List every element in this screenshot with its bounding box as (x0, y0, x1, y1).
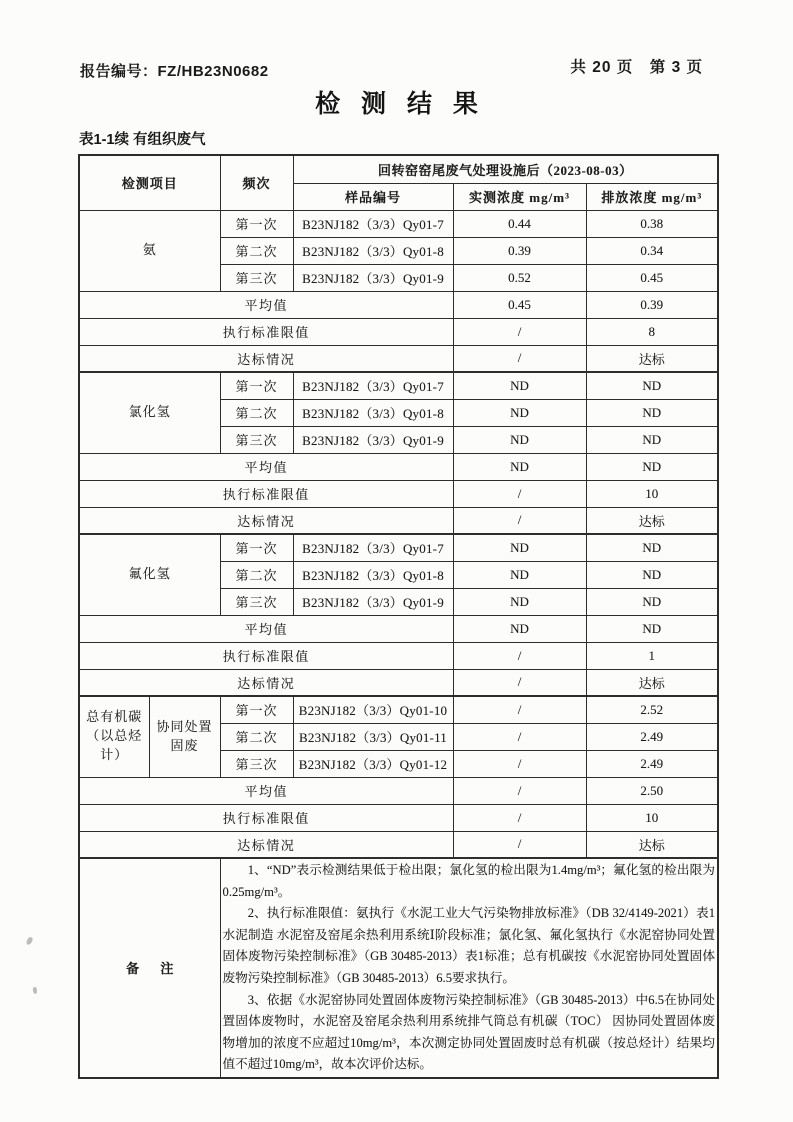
average-label: 平均值 (79, 615, 453, 642)
emission-value: 2.49 (586, 750, 718, 777)
table-caption: 表1-1续 有组织废气 (79, 132, 206, 148)
run-frequency: 第三次 (220, 750, 293, 777)
limit-label: 执行标准限值 (79, 804, 453, 831)
results-table (78, 154, 719, 1079)
compliance-measured: / (453, 669, 586, 696)
average-emission: 0.39 (586, 291, 718, 318)
compliance-row (79, 669, 718, 696)
sample-id: B23NJ182（3/3）Qy01-10 (293, 696, 453, 723)
average-row (79, 615, 718, 642)
compliance-label: 达标情况 (79, 831, 453, 858)
compliance-label: 达标情况 (79, 507, 453, 534)
parameter-name: 氟化氢 (79, 534, 220, 615)
run-frequency: 第三次 (220, 588, 293, 615)
compliance-row (79, 831, 718, 858)
average-measured: ND (453, 615, 586, 642)
average-row (79, 453, 718, 480)
note-line: 1、“ND”表示检测结果低于检出限；氯化氢的检出限为1.4mg/m³；氟化氢的检出限为0.25mg/m³。 (222, 863, 716, 899)
compliance-measured: / (453, 345, 586, 372)
table-row (79, 534, 718, 561)
emission-value: 0.45 (586, 264, 718, 291)
limit-emission: 8 (586, 318, 718, 345)
average-measured: 0.45 (453, 291, 586, 318)
compliance-emission: 达标 (586, 507, 718, 534)
measured-value: / (453, 723, 586, 750)
sample-id: B23NJ182（3/3）Qy01-11 (293, 723, 453, 750)
note-line: 3、依据《水泥窑协同处置固体废物污染控制标准》（GB 30485-2013）中6.5在协同处置固体废物时，水泥窑及窑尾余热利用系统排气筒总有机碳（TOC） 因协同处置固体废物增加的浓度不应超过10mg/m³，本次测定协同处置固废时总有机碳（按总烃计）结果均值不超过10mg/m³，故本次评价达标。 (222, 992, 716, 1072)
col-header-item: 检测项目 (79, 155, 220, 210)
table-row (79, 696, 718, 723)
table-header-row (79, 155, 718, 183)
compliance-row (79, 345, 718, 372)
limit-row (79, 318, 718, 345)
measured-value: ND (453, 588, 586, 615)
run-frequency: 第二次 (220, 399, 293, 426)
limit-emission: 10 (586, 480, 718, 507)
col-header-emission: 排放浓度 mg/m³ (586, 183, 718, 210)
average-row (79, 291, 718, 318)
scan-speck (32, 987, 37, 995)
limit-measured: / (453, 480, 586, 507)
sample-id: B23NJ182（3/3）Qy01-9 (293, 426, 453, 453)
report-number-line (80, 60, 269, 81)
col-header-measured: 实测浓度 mg/m³ (453, 183, 586, 210)
sample-id: B23NJ182（3/3）Qy01-7 (293, 534, 453, 561)
run-frequency: 第一次 (220, 696, 293, 723)
parameter-name: 氨 (79, 210, 220, 291)
emission-value: 2.52 (586, 696, 718, 723)
note-line: 2、执行标准限值：氨执行《水泥工业大气污染物排放标准》（DB 32/4149-2021）表1 水泥制造 水泥窑及窑尾余热利用系统Ⅰ阶段标准；氯化氢、氟化氢执行《水泥窑协同处置固体废物污染控制标准》（GB 30485-2013）表1标准；总有机碳按《水泥窑协同处置固体废物污染控制标准》（GB 30485-2013）6.5要求执行。 (222, 906, 716, 985)
scan-speck (26, 936, 34, 945)
run-frequency: 第三次 (220, 264, 293, 291)
sample-id: B23NJ182（3/3）Qy01-7 (293, 372, 453, 399)
sample-id: B23NJ182（3/3）Qy01-8 (293, 399, 453, 426)
run-frequency: 第一次 (220, 372, 293, 399)
report-number-value: FZ/HB23N0682 (157, 63, 269, 80)
parameter-subname: 协同处置固废 (149, 696, 220, 777)
limit-measured: / (453, 318, 586, 345)
measured-value: ND (453, 399, 586, 426)
emission-value: ND (586, 399, 718, 426)
emission-value: ND (586, 426, 718, 453)
table-row (79, 210, 718, 237)
compliance-emission: 达标 (586, 831, 718, 858)
measured-value: 0.44 (453, 210, 586, 237)
emission-value: 0.38 (586, 210, 718, 237)
measured-value: 0.52 (453, 264, 586, 291)
measured-value: ND (453, 426, 586, 453)
compliance-label: 达标情况 (79, 345, 453, 372)
compliance-measured: / (453, 507, 586, 534)
limit-row (79, 642, 718, 669)
limit-row (79, 480, 718, 507)
run-frequency: 第二次 (220, 561, 293, 588)
emission-value: ND (586, 372, 718, 399)
emission-value: ND (586, 588, 718, 615)
col-header-frequency: 频次 (220, 155, 293, 210)
sample-id: B23NJ182（3/3）Qy01-9 (293, 264, 453, 291)
col-header-sample-id: 样品编号 (293, 183, 453, 210)
average-label: 平均值 (79, 453, 453, 480)
compliance-measured: / (453, 831, 586, 858)
measured-value: ND (453, 561, 586, 588)
average-measured: / (453, 777, 586, 804)
measured-value: ND (453, 372, 586, 399)
run-frequency: 第一次 (220, 210, 293, 237)
sample-id: B23NJ182（3/3）Qy01-9 (293, 588, 453, 615)
sample-id: B23NJ182（3/3）Qy01-8 (293, 561, 453, 588)
compliance-emission: 达标 (586, 345, 718, 372)
notes-row (79, 858, 718, 1078)
compliance-label: 达标情况 (79, 669, 453, 696)
emission-value: 2.49 (586, 723, 718, 750)
measured-value: 0.39 (453, 237, 586, 264)
emission-value: ND (586, 534, 718, 561)
run-frequency: 第二次 (220, 723, 293, 750)
limit-row (79, 804, 718, 831)
limit-emission: 1 (586, 642, 718, 669)
compliance-row (79, 507, 718, 534)
average-measured: ND (453, 453, 586, 480)
measured-value: / (453, 750, 586, 777)
measured-value: / (453, 696, 586, 723)
page-count-indicator: 共 20 页 第 3 页 (570, 59, 703, 76)
limit-measured: / (453, 804, 586, 831)
sample-id: B23NJ182（3/3）Qy01-7 (293, 210, 453, 237)
average-row (79, 777, 718, 804)
average-label: 平均值 (79, 777, 453, 804)
run-frequency: 第二次 (220, 237, 293, 264)
average-label: 平均值 (79, 291, 453, 318)
notes-body (220, 858, 718, 1078)
compliance-emission: 达标 (586, 669, 718, 696)
emission-value: ND (586, 561, 718, 588)
parameter-name: 氯化氢 (79, 372, 220, 453)
emission-value: 0.34 (586, 237, 718, 264)
sample-id: B23NJ182（3/3）Qy01-8 (293, 237, 453, 264)
notes-label: 备 注 (79, 858, 220, 1078)
limit-label: 执行标准限值 (79, 318, 453, 345)
page-title: 检 测 结 果 (315, 90, 485, 118)
run-frequency: 第三次 (220, 426, 293, 453)
table-row (79, 372, 718, 399)
parameter-name: 总有机碳（以总烃计） (79, 696, 149, 777)
run-frequency: 第一次 (220, 534, 293, 561)
limit-label: 执行标准限值 (79, 480, 453, 507)
limit-emission: 10 (586, 804, 718, 831)
sample-id: B23NJ182（3/3）Qy01-12 (293, 750, 453, 777)
average-emission: ND (586, 453, 718, 480)
report-number-label: 报告编号： (80, 63, 158, 80)
average-emission: 2.50 (586, 777, 718, 804)
average-emission: ND (586, 615, 718, 642)
limit-measured: / (453, 642, 586, 669)
measured-value: ND (453, 534, 586, 561)
group-header-facility: 回转窑窑尾废气处理设施后（2023-08-03） (293, 155, 718, 183)
limit-label: 执行标准限值 (79, 642, 453, 669)
